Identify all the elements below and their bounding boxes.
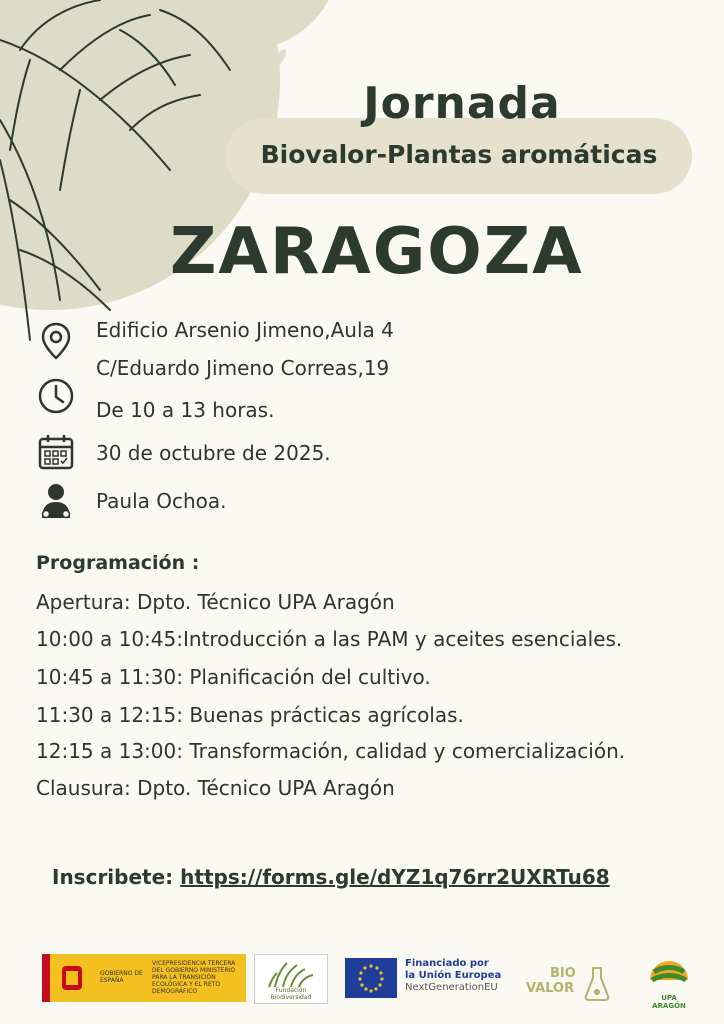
programme-item: 12:15 a 13:00: Transformación, calidad y comercialización.: [36, 739, 626, 763]
grass-icon: [265, 959, 317, 989]
biovalor-text-2: VALOR: [526, 981, 575, 996]
programme-item: Apertura: Dpto. Técnico UPA Aragón: [36, 590, 395, 614]
speaker-text: Paula Ochoa.: [96, 489, 227, 513]
calendar-icon: [34, 430, 78, 474]
event-subtitle: Biovalor-Plantas aromáticas: [260, 140, 658, 169]
eu-line2: la Unión Europea: [405, 970, 502, 981]
location-line2: C/Eduardo Jimeno Correas,19: [96, 356, 390, 380]
upa-text: UPA ARAGÓN: [652, 994, 686, 1010]
biovalor-logo: [526, 966, 576, 996]
speaker-icon: [34, 480, 78, 524]
gobierno-name: GOBIERNO DE ESPAÑA: [100, 970, 143, 984]
gobierno-ministry: VICEPRESIDENCIA TERCERA DEL GOBIERNO MINISTERIO PARA LA TRANSICIÓN ECOLÓGICA Y EL RETO DEMOGRÁFICO: [152, 960, 236, 995]
city-heading: ZARAGOZA: [170, 215, 584, 289]
gobierno-logo: [42, 954, 246, 1002]
programme-item: 11:30 a 12:15: Buenas prácticas agrícolas.: [36, 703, 464, 727]
eu-line1: Financiado por: [405, 958, 489, 969]
fundacion-name: Fundación Biodiversidad: [270, 987, 312, 1001]
biovalor-text-1: BIO: [550, 966, 576, 981]
eu-line3: NextGenerationEU: [405, 982, 498, 993]
fundacion-biodiversidad-logo: [254, 954, 328, 1004]
programme-item: 10:00 a 10:45:Introducción a las PAM y aceites esenciales.: [36, 627, 623, 651]
location-line1: Edificio Arsenio Jimeno,Aula 4: [96, 318, 394, 342]
date-text: 30 de octubre de 2025.: [96, 441, 331, 465]
programme-item: 10:45 a 11:30: Planificación del cultivo.: [36, 665, 431, 689]
flask-icon: [584, 966, 610, 1002]
programme-item: Clausura: Dpto. Técnico UPA Aragón: [36, 776, 395, 800]
upa-aragon-logo: [646, 950, 692, 1010]
registration: [52, 865, 610, 889]
page-title: Jornada: [363, 78, 561, 129]
registration-label: Inscribete:: [52, 865, 174, 889]
registration-link[interactable]: https://forms.gle/dYZ1q76rr2UXRTu68: [180, 865, 610, 889]
coat-of-arms-icon: [56, 962, 88, 994]
upa-sun-icon: [646, 950, 692, 990]
location-pin-icon: [34, 318, 78, 362]
time-text: De 10 a 13 horas.: [96, 398, 275, 422]
clock-icon: [34, 374, 78, 418]
eu-funding-text: [405, 958, 501, 994]
programme-heading: Programación :: [36, 552, 200, 574]
eu-flag-icon: [345, 958, 397, 998]
